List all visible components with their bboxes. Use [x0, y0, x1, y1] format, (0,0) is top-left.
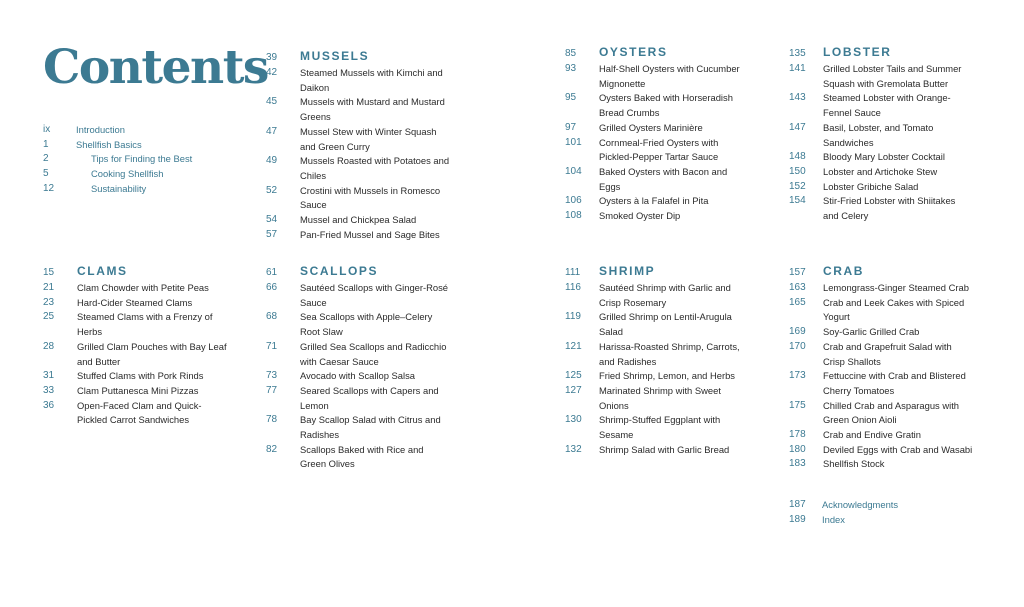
entry-page-number: 132	[565, 443, 582, 455]
entry-title: Shellfish Stock	[823, 458, 885, 470]
entry-page-number: 21	[43, 282, 55, 293]
section-shrimp	[565, 264, 749, 457]
section-heading[interactable]	[565, 45, 749, 62]
toc-entry[interactable]	[565, 209, 749, 224]
toc-entry[interactable]	[565, 194, 749, 209]
toc-entry[interactable]	[789, 325, 973, 340]
entry-title: Fettuccine with Crab and Blistered Cherry Tomatoes	[823, 370, 966, 396]
entry-page-number: 73	[266, 370, 278, 382]
toc-subentry[interactable]	[43, 167, 241, 182]
entry-title: Lobster and Artichoke Stew	[823, 165, 938, 177]
entry-title: Sustainability	[91, 182, 147, 194]
entry-title: Sautéed Scallops with Ginger-Rosé Sauce	[300, 282, 448, 308]
entry-page-number: 106	[565, 195, 582, 207]
entry-title: Seared Scallops with Capers and Lemon	[300, 384, 439, 411]
entry-page-number: 66	[266, 282, 278, 293]
toc-entry[interactable]	[789, 498, 972, 513]
entry-title: Soy-Garlic Grilled Crab	[823, 326, 920, 338]
entry-page-number: 97	[565, 121, 577, 133]
entry-page-number: 163	[789, 282, 806, 293]
page-title: Contents	[43, 40, 268, 95]
toc-entry[interactable]	[43, 310, 227, 339]
toc-entry[interactable]	[565, 121, 749, 136]
toc-entry[interactable]	[789, 340, 973, 369]
entry-page-number: 52	[266, 184, 278, 196]
entry-title: Baked Oysters with Bacon and Eggs	[599, 165, 728, 192]
entry-page-number: 152	[789, 180, 806, 192]
section-title: MUSSELS	[300, 49, 370, 63]
toc-entry[interactable]	[266, 413, 450, 442]
entry-page-number: 95	[565, 92, 577, 104]
entry-page-number: 165	[789, 296, 806, 308]
toc-entry[interactable]	[789, 457, 973, 472]
toc-entry[interactable]	[789, 62, 973, 91]
section-title: SCALLOPS	[300, 264, 379, 278]
entry-title: Acknowledgments	[822, 499, 899, 510]
toc-entry[interactable]	[565, 91, 749, 120]
section-heading[interactable]	[565, 264, 749, 281]
toc-entry[interactable]	[789, 91, 973, 120]
entry-page-number: 5	[43, 168, 49, 180]
intro-list	[43, 123, 241, 197]
entry-page-number: 173	[789, 370, 806, 382]
entry-title: Oysters à la Falafel in Pita	[599, 195, 709, 207]
entry-title: Index	[822, 513, 845, 525]
entry-title: Lobster Gribiche Salad	[823, 180, 919, 192]
entry-page-number: 170	[789, 340, 806, 352]
section-page-number: 85	[565, 48, 577, 59]
entry-page-number: 116	[565, 282, 581, 293]
entry-title: Harissa-Roasted Shrimp, Carrots, and Radishes	[599, 340, 740, 367]
section-title: OYSTERS	[599, 45, 668, 59]
toc-entry[interactable]	[266, 384, 450, 413]
entry-page-number: 121	[565, 340, 582, 352]
entry-title: Grilled Sea Scallops and Radicchio with Caesar Sauce	[300, 340, 447, 367]
entry-title: Sea Scallops with Apple–Celery Root Slaw	[300, 311, 433, 338]
toc-entry[interactable]	[565, 136, 749, 165]
entry-page-number: 189	[789, 513, 806, 525]
section-scallops	[266, 264, 450, 472]
entry-page-number: 130	[565, 414, 582, 426]
toc-entry[interactable]	[266, 184, 450, 213]
entry-title: Avocado with Scallop Salsa	[300, 370, 415, 382]
section-page-number: 15	[43, 267, 55, 278]
toc-entry[interactable]	[266, 340, 450, 369]
section-mussels	[266, 49, 450, 242]
entry-title: Grilled Lobster Tails and Summer Squash with Gremolata Butter	[823, 63, 962, 89]
section-heading[interactable]	[43, 264, 227, 281]
section-title: CRAB	[823, 264, 865, 278]
entry-page-number: 36	[43, 399, 55, 411]
entry-title: Pan-Fried Mussel and Sage Bites	[300, 228, 440, 240]
entry-title: Scallops Baked with Rice and Green Olives	[300, 443, 424, 470]
toc-entry[interactable]	[789, 369, 973, 398]
toc-entry[interactable]	[789, 399, 973, 428]
entry-title: Oysters Baked with Horseradish Bread Crumbs	[599, 92, 733, 119]
entry-title: Deviled Eggs with Crab and Wasabi	[823, 443, 973, 455]
entry-page-number: 101	[565, 136, 582, 148]
entry-title: Shrimp Salad with Garlic Bread	[599, 443, 730, 455]
entry-title: Mussels Roasted with Potatoes and Chiles	[300, 155, 450, 181]
entry-page-number: 93	[565, 63, 577, 74]
toc-entry[interactable]	[565, 165, 749, 194]
toc-entry[interactable]	[43, 281, 227, 296]
toc-entry[interactable]	[565, 62, 749, 91]
entry-page-number: 178	[789, 429, 806, 441]
toc-entry[interactable]	[789, 150, 973, 165]
toc-entry[interactable]	[789, 194, 973, 223]
toc-entry[interactable]	[43, 399, 227, 428]
entry-title: Introduction	[76, 124, 125, 135]
entry-title: Grilled Clam Pouches with Bay Leaf and Butter	[77, 340, 227, 367]
entry-title: Clam Chowder with Petite Peas	[77, 282, 209, 293]
entry-page-number: 57	[266, 228, 278, 240]
entry-title: Mussels with Mustard and Mustard Greens	[300, 96, 445, 123]
toc-entry[interactable]	[789, 121, 973, 150]
entry-title: Grilled Oysters Marinière	[599, 121, 703, 133]
toc-entry[interactable]	[43, 296, 227, 311]
entry-page-number: 127	[565, 384, 582, 396]
section-clams	[43, 264, 227, 428]
toc-subentry[interactable]	[43, 182, 241, 197]
toc-entry[interactable]	[43, 123, 241, 138]
entry-title: Crostini with Mussels in Romesco Sauce	[300, 184, 441, 211]
entry-page-number: 25	[43, 311, 55, 323]
entry-page-number: 45	[266, 96, 278, 108]
entry-page-number: 147	[789, 121, 806, 133]
toc-entry[interactable]	[266, 443, 450, 472]
toc-entry[interactable]	[565, 310, 749, 339]
toc-entry[interactable]	[266, 213, 450, 228]
entry-page-number: 78	[266, 414, 278, 426]
entry-title: Crab and Grapefruit Salad with Crisp Shallots	[823, 340, 952, 367]
entry-page-number: 1	[43, 138, 49, 150]
section-page-number: 111	[565, 267, 581, 278]
entry-page-number: 148	[789, 151, 806, 163]
toc-entry[interactable]	[565, 384, 749, 413]
toc-entry[interactable]	[789, 281, 973, 296]
entry-page-number: 183	[789, 458, 806, 470]
toc-entry[interactable]	[43, 340, 227, 369]
entry-title: Mussel and Chickpea Salad	[300, 214, 417, 226]
entry-title: Shrimp-Stuffed Eggplant with Sesame	[599, 414, 721, 441]
toc-entry[interactable]	[565, 413, 749, 442]
entry-title: Tips for Finding the Best	[91, 153, 193, 165]
entry-title: Basil, Lobster, and Tomato Sandwiches	[823, 121, 934, 148]
section-page-number: 61	[266, 267, 278, 278]
entry-title: Mussel Stew with Winter Squash and Green Curry	[300, 125, 437, 152]
entry-title: Open-Faced Clam and Quick-Pickled Carrot Sandwiches	[77, 399, 202, 426]
toc-entry[interactable]	[266, 95, 450, 124]
section-heading[interactable]	[266, 264, 450, 281]
toc-entry[interactable]	[789, 428, 973, 443]
entry-title: Crab and Endive Gratin	[823, 429, 921, 441]
entry-title: Clam Puttanesca Mini Pizzas	[77, 384, 199, 396]
entry-title: Hard-Cider Steamed Clams	[77, 296, 193, 308]
toc-entry[interactable]	[266, 154, 450, 183]
toc-entry[interactable]	[789, 513, 972, 528]
toc-entry[interactable]	[43, 138, 241, 153]
section-heading[interactable]	[789, 45, 973, 62]
entry-title: Bloody Mary Lobster Cocktail	[823, 151, 945, 163]
entry-title: Fried Shrimp, Lemon, and Herbs	[599, 370, 735, 382]
entry-page-number: 154	[789, 195, 806, 207]
toc-entry[interactable]	[789, 443, 973, 458]
section-title: CLAMS	[77, 264, 128, 278]
entry-title: Steamed Lobster with Orange-Fennel Sauce	[823, 92, 951, 119]
entry-page-number: 47	[266, 125, 278, 137]
section-heading[interactable]	[266, 49, 450, 66]
entry-page-number: 54	[266, 214, 278, 226]
toc-entry[interactable]	[266, 310, 450, 339]
entry-page-number: 169	[789, 326, 806, 338]
toc-entry[interactable]	[565, 369, 749, 384]
entry-page-number: 150	[789, 165, 806, 177]
entry-title: Stuffed Clams with Pork Rinds	[77, 370, 204, 382]
entry-page-number: 28	[43, 340, 55, 352]
entry-title: Shellfish Basics	[76, 138, 142, 150]
entry-page-number: 187	[789, 499, 806, 510]
entry-title: Half-Shell Oysters with Cucumber Mignonette	[599, 63, 740, 89]
toc-entry[interactable]	[43, 369, 227, 384]
entry-title: Steamed Mussels with Kimchi and Daikon	[300, 67, 443, 93]
toc-entry[interactable]	[266, 125, 450, 154]
section-page-number: 157	[789, 267, 806, 278]
entry-title: Sautéed Shrimp with Garlic and Crisp Rosemary	[599, 282, 731, 308]
section-page-number: 39	[266, 52, 278, 63]
toc-entry[interactable]	[789, 165, 973, 180]
entry-page-number: 108	[565, 210, 582, 222]
entry-title: Cornmeal-Fried Oysters with Pickled-Pepper Tartar Sauce	[599, 136, 719, 163]
toc-entry[interactable]	[266, 228, 450, 243]
toc-entry[interactable]	[266, 66, 450, 95]
entry-page-number: 82	[266, 443, 278, 455]
entry-page-number: 71	[266, 340, 278, 352]
entry-page-number: 12	[43, 182, 55, 194]
toc-entry[interactable]	[789, 296, 973, 325]
section-heading[interactable]	[789, 264, 973, 281]
toc-entry[interactable]	[565, 443, 749, 458]
toc-entry[interactable]	[266, 281, 450, 310]
entry-title: Chilled Crab and Asparagus with Green Onion Aioli	[823, 399, 960, 426]
toc-entry[interactable]	[789, 180, 973, 195]
entry-title: Smoked Oyster Dip	[599, 210, 681, 222]
entry-page-number: 180	[789, 443, 806, 455]
entry-page-number: 42	[266, 67, 278, 78]
section-title: SHRIMP	[599, 264, 656, 278]
entry-title: Crab and Leek Cakes with Spiced Yogurt	[823, 296, 965, 323]
entry-page-number: 68	[266, 311, 278, 323]
entry-page-number: 31	[43, 370, 55, 382]
entry-page-number: 125	[565, 370, 582, 382]
section-oysters	[565, 45, 749, 224]
entry-page-number: 23	[43, 296, 55, 308]
toc-entry[interactable]	[565, 281, 749, 310]
toc-entry[interactable]	[565, 340, 749, 369]
entry-page-number: 77	[266, 384, 278, 396]
toc-subentry[interactable]	[43, 152, 241, 167]
entry-title: Grilled Shrimp on Lentil-Arugula Salad	[599, 311, 732, 338]
back-matter-list	[789, 498, 972, 527]
entry-title: Bay Scallop Salad with Citrus and Radishes	[300, 414, 441, 441]
entry-page-number: ix	[43, 124, 51, 135]
entry-page-number: 143	[789, 92, 806, 104]
entry-page-number: 104	[565, 165, 582, 177]
section-page-number: 135	[789, 48, 806, 59]
entry-title: Marinated Shrimp with Sweet Onions	[599, 384, 721, 411]
entry-page-number: 119	[565, 311, 581, 323]
entry-page-number: 141	[789, 63, 806, 74]
entry-title: Stir-Fried Lobster with Shiitakes and Celery	[823, 195, 956, 222]
section-title: LOBSTER	[823, 45, 892, 59]
toc-entry[interactable]	[266, 369, 450, 384]
section-lobster	[789, 45, 973, 224]
toc-entry[interactable]	[43, 384, 227, 399]
section-crab	[789, 264, 973, 472]
entry-title: Lemongrass-Ginger Steamed Crab	[823, 282, 969, 293]
entry-page-number: 33	[43, 384, 55, 396]
entry-title: Cooking Shellfish	[91, 168, 164, 180]
entry-page-number: 175	[789, 399, 806, 411]
entry-title: Steamed Clams with a Frenzy of Herbs	[77, 311, 213, 338]
entry-page-number: 49	[266, 155, 278, 167]
entry-page-number: 2	[43, 153, 49, 165]
